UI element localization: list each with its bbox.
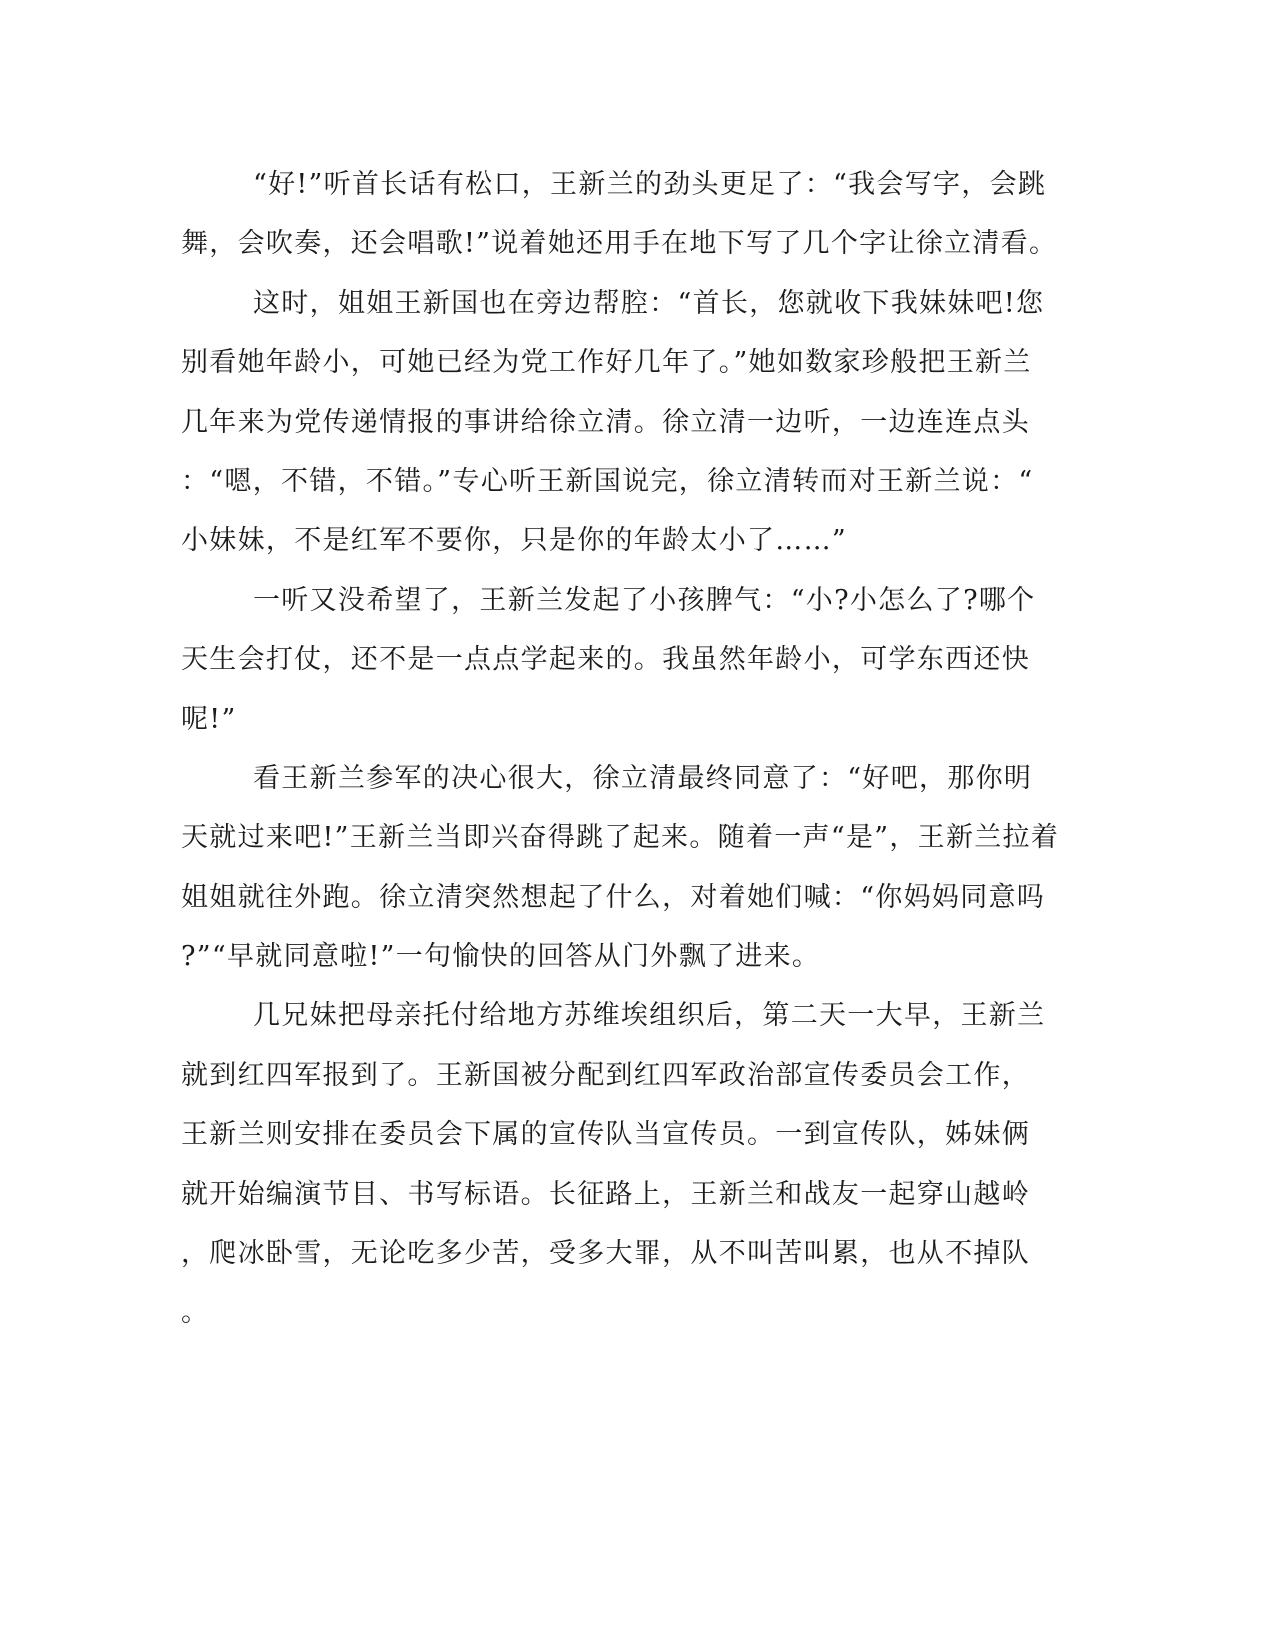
text-line: 王新兰则安排在委员会下属的宣传队当宣传员。一到宣传队，姊妹俩 xyxy=(181,1119,1030,1151)
text-line: 几兄妹把母亲托付给地方苏维埃组织后，第二天一大早，王新兰 xyxy=(253,1000,1046,1032)
text-line: 这时，姐姐王新国也在旁边帮腔：“首长，您就收下我妹妹吧!您 xyxy=(253,287,1045,319)
text-line: 姐姐就往外跑。徐立清突然想起了什么，对着她们喊：“你妈妈同意吗 xyxy=(181,881,1046,913)
text-line: 一听又没希望了，王新兰发起了小孩脾气：“小?小怎么了?哪个 xyxy=(253,584,1036,616)
text-line: ：“嗯，不错，不错。”专心听王新国说完，徐立清转而对王新兰说：“ xyxy=(181,465,1034,497)
text-line: 就开始编演节目、书写标语。长征路上，王新兰和战友一起穿山越岭 xyxy=(181,1178,1030,1210)
text-line: 几年来为党传递情报的事讲给徐立清。徐立清一边听，一边连连点头 xyxy=(181,406,1030,438)
text-line: 小妹妹，不是红军不要你，只是你的年龄太小了……” xyxy=(181,525,848,557)
text-line: 就到红四军报到了。王新国被分配到红四军政治部宣传委员会工作， xyxy=(181,1059,1030,1091)
text-line: 天就过来吧!”王新兰当即兴奋得跳了起来。随着一声“是”，王新兰拉着 xyxy=(181,822,1060,854)
text-line: 舞，会吹奏，还会唱歌!”说着她还用手在地下写了几个字让徐立清看。 xyxy=(181,228,1058,260)
text-line: 看王新兰参军的决心很大，徐立清最终同意了：“好吧，那你明 xyxy=(253,762,1033,794)
text-line: “好!”听首长话有松口，王新兰的劲头更足了：“我会写字，会跳 xyxy=(253,169,1047,200)
text-line: 呢!” xyxy=(181,703,237,735)
text-line: 天生会打仗，还不是一点点学起来的。我虽然年龄小，可学东西还快 xyxy=(181,644,1030,676)
text-line: ，爬冰卧雪，无论吃多少苦，受多大罪，从不叫苦叫累，也从不掉队 xyxy=(181,1238,1030,1270)
body-text xyxy=(181,155,1060,1343)
text-line: 。 xyxy=(181,1297,210,1329)
text-line: ?”“早就同意啦!”一句愉快的回答从门外飘了进来。 xyxy=(181,941,821,973)
text-line: 别看她年龄小，可她已经为党工作好几年了。”她如数家珍般把王新兰 xyxy=(181,347,1032,379)
